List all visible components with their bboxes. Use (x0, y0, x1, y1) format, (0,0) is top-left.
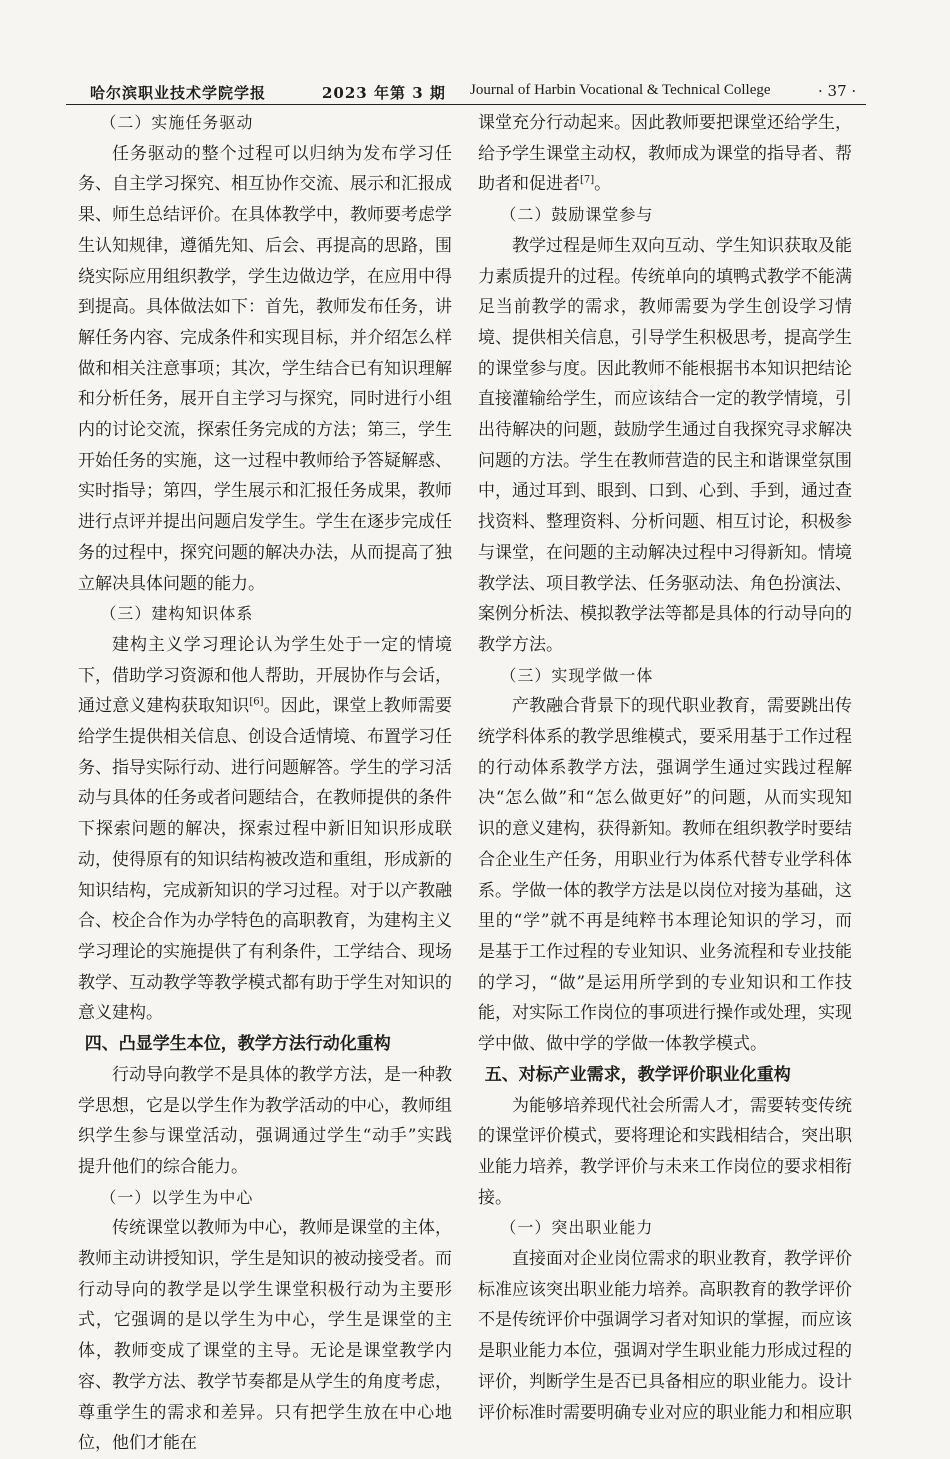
paragraph-learning-doing: 产教融合背景下的现代职业教育，需要跳出传统学科体系的教学思维模式，要采用基于工作过程的行动体系教学方法，强调学生通过实践过程解决“怎么做”和“怎么做更好”的问题，从而实现知识的意义建构，获得新知。教师在组织教学时要结合企业生产任务，用职业行为体系代替专业学科体系。学做一体的教学方法是以岗位对接为基础，这里的“学”就不再是纯粹书本理论知识的学习，而是基于工作过程的专业知识、业务流程和专业技能的学习，“做”是运用所学到的专业知识和工作技能，对实际工作岗位的事项进行操作或处理，实现学中做、做中学的学做一体教学模式。 (478, 696, 852, 1055)
paragraph-build-knowledge: 建构主义学习理论认为学生处于一定的情境下，借助学习资源和他人帮助，开展协作与会话，通过意义建构获取知识[6]。因此，课堂上教师需要给学生提供相关信息、创设合适情境、布置学习任务、指导实际行动、进行问题解答。学生的学习活动与具体的任务或者问题结合，在教师提供的条件下探索问题的解决，探索过程中新旧知识形成联动，使得原有的知识结构被改造和重组，形成新的知识结构，完成新知识的学习过程。对于以产教融合、校企合作为办学特色的高职教育，为建构主义学习理论的实施提供了有利条件，工学结合、现场教学、互动教学等教学模式都有助于学生对知识的意义建构。 (78, 634, 453, 1024)
heading-vocational-ability: （一）突出职业能力 (500, 1218, 654, 1238)
paragraph-action-oriented: 行动导向教学不是具体的教学方法，是一种教学思想，它是以学生作为教学活动的中心，教师组织学生参与课堂活动，强调通过学生“动手”实践提升他们的综合能力。 (78, 1064, 452, 1177)
left-column (78, 108, 452, 1459)
issue-label: 2023 年第 3 期 (322, 84, 446, 102)
paragraph-continued: 课堂充分行动起来。因此教师要把课堂还给学生，给予学生课堂主动权，教师成为课堂的指导者、帮助者和促进者[7]。 (478, 113, 852, 195)
heading-build-knowledge: （三）建构知识体系 (100, 604, 254, 624)
heading-task-driven: （二）实施任务驱动 (100, 113, 254, 132)
heading-encourage-participation: （二）鼓励课堂参与 (500, 205, 654, 225)
paragraph-encourage-participation: 教学过程是师生双向互动、学生知识获取及能力素质提升的过程。传统单向的填鸭式教学不能满足当前教学的需求，教师需要为学生创设学习情境、提供相关信息，引导学生积极思考，提高学生的课堂参与度。因此教师不能根据书本知识把结论直接灌输给学生，而应该结合一定的教学情境，引出待解决的问题，鼓励学生通过自我探究寻求解决问题的方法。学生在教师营造的民主和谐课堂氛围中，通过耳到、眼到、口到、心到、手到，通过查找资料、整理资料、分析问题、相互讨论，积极参与课堂，在问题的主动解决过程中习得新知。情境教学法、项目教学法、任务驱动法、角色扮演法、案例分析法、模拟教学法等都是具体的行动导向的教学方法。 (478, 235, 852, 655)
paragraph-vocational-ability: 直接面对企业岗位需求的职业教育，教学评价标准应该突出职业能力培养。高职教育的教学评价不是传统评价中强调学习者对知识的掌握，而应该是职业能力本位，强调对学生职业能力形成过程的评价，判断学生是否已具备相应的职业能力。设计评价标准时需要明确专业对应的职业能力和相应职 (478, 1249, 852, 1423)
heading-student-center: （一）以学生为中心 (100, 1187, 254, 1207)
running-header (66, 80, 866, 105)
heading-learning-doing: （三）实现学做一体 (500, 665, 654, 685)
paragraph-evaluation: 为能够培养现代社会所需人才，需要转变传统的课堂评价模式，要将理论和实践相结合，突出职业能力培养，教学评价与未来工作岗位的要求相衔接。 (478, 1095, 852, 1208)
right-column (478, 108, 852, 1428)
citation-6: [6] (249, 696, 264, 708)
paragraph-task-driven: 任务驱动的整个过程可以归纳为发布学习任务、自主学习探究、相互协作交流、展示和汇报成果、师生总结评价。在具体教学中，教师要考虑学生认知规律，遵循先知、后会、再提高的思路，围绕实际应用组织教学，学生边做边学，在应用中得到提高。具体做法如下：首先，教师发布任务，讲解任务内容、完成条件和实现目标，并介绍怎么样做和相关注意事项；其次，学生结合已有知识理解和分析任务，展开自主学习与探究，同时进行小组内的讨论交流，探索任务完成的方法；第三，学生开始任务的实施，这一过程中教师给予答疑解惑、实时指导；第四，学生展示和汇报任务成果，教师进行点评并提出问题启发学生。学生在逐步完成任务的过程中，探究问题的解决办法，从而提高了独立解决具体问题的能力。 (78, 143, 452, 594)
paragraph-student-center: 传统课堂以教师为中心，教师是课堂的主体，教师主动讲授知识，学生是知识的被动接受者。而行动导向的教学是以学生课堂积极行动为主要形式，它强调的是以学生为中心，学生是课堂的主体，教师变成了课堂的主导。无论是课堂教学内容、教学方法、教学节奏都是从学生的角度考虑，尊重学生的需求和差异。只有把学生放在中心地位，他们才能在 (78, 1218, 452, 1454)
journal-title-cn: 哈尔滨职业技术学院学报 (90, 84, 267, 102)
section-heading-four: 四、凸显学生本位，教学方法行动化重构 (84, 1034, 391, 1055)
section-heading-five: 五、对标产业需求，教学评价职业化重构 (484, 1064, 791, 1085)
citation-7: [7] (580, 174, 595, 186)
page-number: · 37 · (818, 82, 857, 100)
journal-title-en: Journal of Harbin Vocational & Technical College (470, 82, 771, 98)
